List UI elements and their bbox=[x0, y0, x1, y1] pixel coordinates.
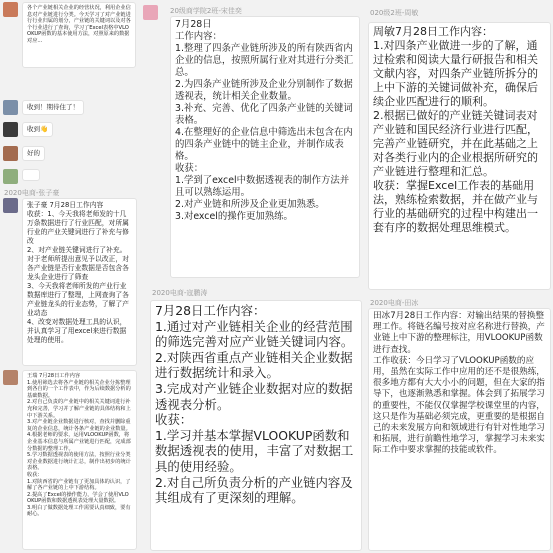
middle-bottom-chat-panel bbox=[140, 284, 364, 553]
chat-message bbox=[3, 198, 137, 366]
chat-message bbox=[3, 122, 53, 137]
sender-name: 020级2班-周敏 bbox=[370, 9, 419, 17]
avatar[interactable] bbox=[3, 2, 18, 17]
avatar[interactable] bbox=[3, 198, 18, 213]
message-bubble: 周敏7月28日工作内容： 1.对四条产业做进一步的了解，通过检索和阅读大量行研报告和相关文献内容，对四条产业链所拆分的上中下游的关键词做补充，确保后续企业匹配进行的顺利。 2.根据已做好的产业链关键词表对产业链和国民经济行业进行匹配，完善产业链研究，并在此基础之上对各类行业内的企业根据所研究的产业链进行整理和汇总。 收获：掌握Excel工作表的基础用法，熟练检索数据，并在做产业与行业的基础研究的过程中构建出一套有序的数据处理思维模式。 bbox=[368, 22, 551, 290]
message-bubble: 7月28日 工作内容： 1.整理了四条产业链所涉及的所有陕西省内企业的信息，按照所属行业对其进行分类汇总。 2.为四条产业链所涉及企业分别制作了数据透视表，统计相关企业数量。 3.补充、完善、优化了四条产业链的关键词表格。 4.在整理好的企业信息中筛选出未包含在内的四条产业链中的链主企业，并制作成表格。 收获： 1.学到了excel中数据透视表的制作方法并且可以熟练运用。 2.对产业链和所涉及企业更加熟悉。 3.对excel的操作更加熟练。 bbox=[170, 16, 360, 278]
sender-name: 2020电商-张子豪 bbox=[4, 189, 60, 197]
avatar[interactable] bbox=[3, 146, 18, 161]
sender-name: 2020电商-田冰 bbox=[370, 299, 419, 307]
right-bottom-chat-panel bbox=[366, 294, 553, 553]
sender-name: 2020电商-寇鹏涛 bbox=[152, 289, 208, 297]
message-bubble: 王瑞 7月28日工作内容 1.使用筛选去将各产业链的相关企业分拣整理到各自的一个工作表中，作为后续数据分析的基础数据。 2.对自己负责的产业链中的相关关键词进行补充和完善，学习并了解产业链的具体结构和上中下游关系。 3.对产业链企业数据进行核对，查找并删除重复的企业信息，统计各条产业链的企业数量。 4.根据老师的要求，运用VLOOKUP函数，将企业基本信息与所属产业链进行匹配，完成部分数据的整理工作。 5.学习数据透视表的使用方法，按照行业分类对企业数据进行统计汇总，制作出初步的统计表格。 收获： 1.对陕西省的产业链有了更加具体的认识，了解了各产业链的上中下游结构。 2.提高了Excel的操作能力，学会了使用VLOOKUP函数和数据透视表处理大量数据。 3.明白了做数据处理工作需要认真细致，要有耐心。 bbox=[22, 370, 137, 550]
avatar[interactable] bbox=[3, 370, 18, 385]
left-chat-panel bbox=[0, 0, 138, 553]
message-bubble: 收到👋 bbox=[22, 122, 53, 137]
message-bubble: 收到！期待住了！ bbox=[22, 100, 84, 115]
chat-message bbox=[3, 169, 40, 184]
avatar[interactable] bbox=[3, 100, 18, 115]
chat-message bbox=[3, 370, 137, 550]
message-bubble: 7月28日工作内容： 1.通过对产业链相关企业的经营范围的筛选完善对应产业链关键词内容。 2.对陕西省重点产业链相关企业数据进行数据统计和录入。 3.完成对产业链企业数据对应的数据透视表分析。 收获： 1.学习并基本掌握VLOOKUP函数和数据透视表的使用，丰富了对数据工具的使用经验。 2.对自己所负责分析的产业链内容及其组成有了更深刻的理解。 bbox=[150, 300, 362, 551]
chat-message bbox=[3, 2, 136, 68]
chat-message bbox=[3, 100, 84, 115]
middle-top-chat-panel bbox=[140, 0, 364, 282]
avatar[interactable] bbox=[143, 5, 158, 20]
message-bubble: 各个产业链相关企业的经营状况，利用企业信息对产业链进行分类。今天学习了对产业链进行行业归属的划分，产业链的关键词以及对各个行业进行了查询，学习了Excel表格中VLOOKUP函数的基本使用方法，对照原来的数据对应... bbox=[22, 2, 136, 68]
message-bubble: 好的 bbox=[22, 146, 45, 161]
avatar[interactable] bbox=[3, 169, 18, 184]
avatar[interactable] bbox=[3, 122, 18, 137]
message-bubble bbox=[22, 169, 40, 181]
sender-name: 20级商学院2班-宋佳奕 bbox=[170, 7, 242, 15]
chat-message bbox=[3, 146, 45, 161]
right-top-chat-panel bbox=[366, 0, 553, 292]
message-bubble: 田冰7月28日工作内容：对输出结果的替换整理工作。将链名编号按对应名称进行替换，产业链上中下游的整理标注，用VLOOKUP函数进行查找。 工作收获：今日学习了VLOOKUP函数的应用，虽然在实际工作中应用的还不是很熟练，很多地方都有大大小小的问题，但在大家的指导下，也逐渐熟悉和掌握。体会到了拓展学习的重要性，不能仅仅掌握学校课堂里的内容，这只是作为基础必须完成，更重要的是根据自己的未来发展方向和领域进行有针对性地学习和拓展，进行前瞻性地学习，掌握学习未来实际工作中要求掌握的技能或软件。 bbox=[368, 308, 551, 551]
message-bubble: 张子豪 7月28日工作内容 收获：1、今天我将老师发的十几万条数据进行了行业匹配，对所属行业的产业关键词进行了补充与修改 2、对产业链关键词进行了补充。对于老师所提出意见予以改正，对各产业链是否行业数据是否包含各龙头企业进行了筛查 3、今天我将老师所发的产业行业数据库进行了整理，上网查询了各产业链龙头的行业态势，了解了产业动态 4、改变对数据处理工具的认识，并认真学习了用excel来进行数据处理的使用。 bbox=[22, 198, 137, 366]
